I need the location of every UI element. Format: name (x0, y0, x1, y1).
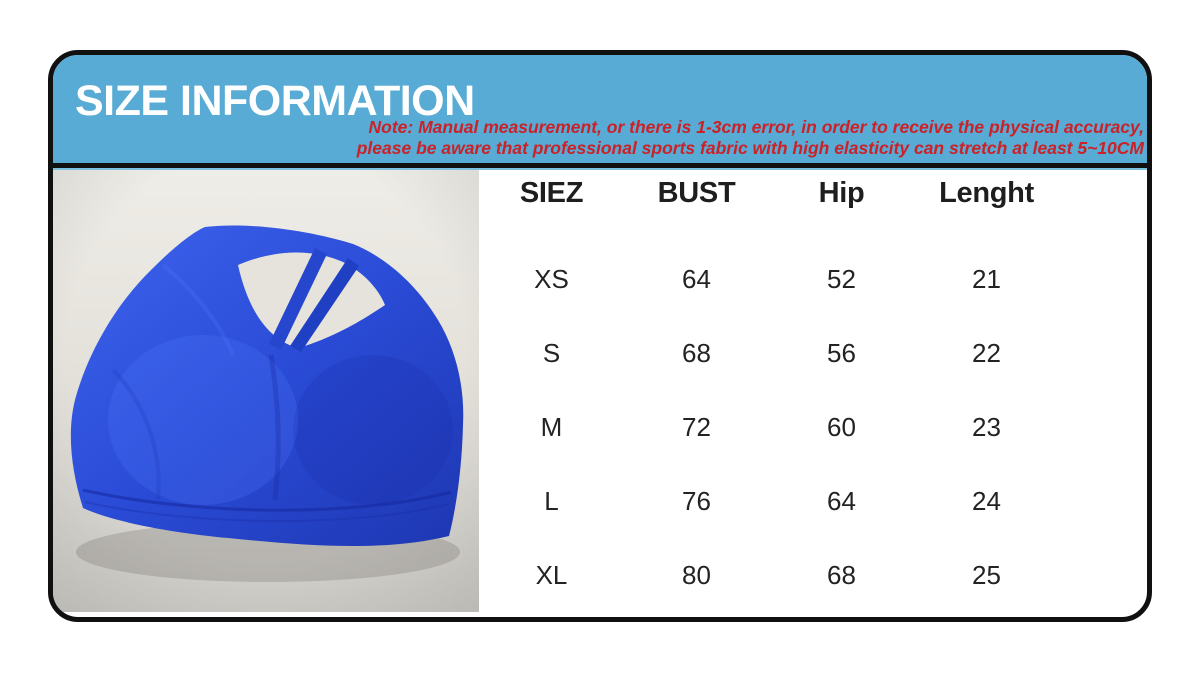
cell-bust: 80 (682, 559, 711, 590)
note-line-2: please be aware that professional sports fabric with high elasticity can stretch at least 5~10CM (356, 138, 1144, 159)
sports-bra-illustration (53, 170, 479, 612)
cell-length: 24 (972, 485, 1001, 516)
cell-size: L (544, 485, 559, 516)
content-area (53, 168, 1147, 612)
cell-hip: 60 (827, 411, 856, 442)
size-table (479, 170, 1147, 612)
cell-length: 23 (972, 411, 1001, 442)
cell-hip: 64 (827, 485, 856, 516)
cell-bust: 64 (682, 263, 711, 294)
cell-bust: 76 (682, 485, 711, 516)
column-header-size: SIEZ (519, 176, 584, 209)
cell-size: XL (535, 559, 568, 590)
size-table-header-row (479, 170, 1059, 216)
column-header-length: Lenght (939, 176, 1034, 209)
page-title: SIZE INFORMATION (75, 77, 475, 125)
measurement-note (357, 117, 1144, 160)
cell-bust: 68 (682, 337, 711, 368)
note-line-1: Note: Manual measurement, or there is 1-3cm error, in order to receive the physical accuracy, (368, 116, 1144, 137)
cell-hip: 52 (827, 263, 856, 294)
column-header-hip: Hip (818, 176, 865, 209)
cell-size: M (540, 411, 563, 442)
size-chart-frame (48, 50, 1152, 622)
cell-size: S (542, 337, 561, 368)
cell-bust: 72 (682, 411, 711, 442)
size-table-body (479, 242, 1059, 612)
cell-length: 25 (972, 559, 1001, 590)
cell-length: 22 (972, 337, 1001, 368)
column-header-bust: BUST (657, 176, 736, 209)
cell-hip: 68 (827, 559, 856, 590)
cell-size: XS (534, 263, 569, 294)
cell-length: 21 (972, 263, 1001, 294)
product-photo (53, 170, 479, 612)
header-bar (53, 55, 1147, 168)
cell-hip: 56 (827, 337, 856, 368)
